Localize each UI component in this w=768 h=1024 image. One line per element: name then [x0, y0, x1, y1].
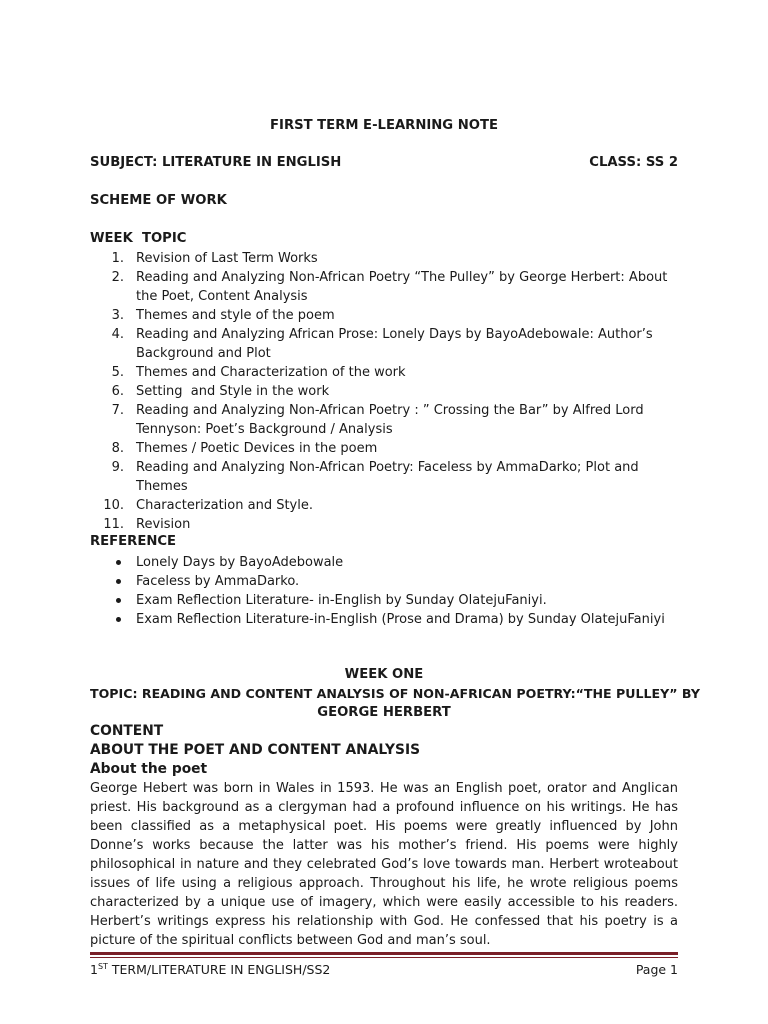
week-topic-heading: WEEK TOPIC	[90, 231, 187, 246]
list-item: 11. Revision	[103, 517, 191, 532]
list-item: 5. Themes and Characterization of the work	[111, 365, 406, 380]
list-item: 1. Revision of Last Term Works	[111, 251, 318, 266]
list-item: 2. Reading and Analyzing Non-African Poetry “The Pulley” by George Herbert: About the Poet, Content Analysis	[111, 270, 668, 304]
subject-label: SUBJECT: LITERATURE IN ENGLISH	[90, 155, 342, 170]
list-item: 8. Themes / Poetic Devices in the poem	[111, 441, 378, 456]
document-title: FIRST TERM E-LEARNING NOTE	[270, 118, 498, 133]
bullet-icon	[116, 579, 121, 584]
week-heading: WEEK ONE	[344, 667, 424, 682]
bullet-icon	[116, 560, 121, 565]
list-item: Exam Reflection Literature-in-English (Prose and Drama) by Sunday OlatejuFaniyi	[90, 610, 678, 629]
list-item: 10. Characterization and Style.	[103, 498, 313, 513]
page-number: Page 1	[635, 962, 678, 977]
bullet-icon	[116, 617, 121, 622]
footer-rule-thin	[90, 957, 678, 958]
list-item: Lonely Days by BayoAdebowale	[90, 553, 678, 572]
about-poet-heading: About the poet	[90, 761, 208, 777]
class-label: CLASS: SS 2	[589, 155, 678, 170]
reference-list	[90, 553, 678, 629]
list-item: 6. Setting and Style in the work	[111, 384, 330, 399]
week-topic-line-1: TOPIC: READING AND CONTENT ANALYSIS OF NON-AFRICAN POETRY:“THE PULLEY” BY	[90, 686, 700, 701]
about-poet-analysis-heading: ABOUT THE POET AND CONTENT ANALYSIS	[90, 742, 421, 758]
week-topic-line-2: GEORGE HERBERT	[317, 705, 451, 720]
topic-list	[90, 249, 678, 534]
footer-term: 1ST TERM/LITERATURE IN ENGLISH/SS2	[90, 961, 331, 977]
list-item: Faceless by AmmaDarko.	[90, 572, 678, 591]
list-item: 9. Reading and Analyzing Non-African Poetry: Faceless by AmmaDarko; Plot and Themes	[111, 460, 639, 494]
bullet-icon	[116, 598, 121, 603]
content-heading: CONTENT	[90, 723, 164, 739]
list-item: 3. Themes and style of the poem	[111, 308, 335, 323]
reference-heading: REFERENCE	[90, 534, 177, 549]
list-item: 4. Reading and Analyzing African Prose: Lonely Days by BayoAdebowale: Author’s Background and Plot	[111, 327, 653, 361]
footer-rule-thick	[90, 952, 678, 955]
list-item: 7. Reading and Analyzing Non-African Poetry : ” Crossing the Bar” by Alfred Lord Tennyson: Poet’s Background / Analysis	[111, 403, 644, 437]
list-item: Exam Reflection Literature- in-English by Sunday OlatejuFaniyi.	[90, 591, 678, 610]
biography-paragraph: George Hebert was born in Wales in 1593. He was an English poet, orator and Anglican priest. His background as a clergyman had a profound influence on his writings. He has been classified as a metaphysical poet. His poems were greatly influenced by John Donne’s works because the latter was his mother’s friend. His poems were highly philosophical in nature and they celebrated God’s love towards man. Herbert wroteabout issues of life using a religious approach. Throughout his life, he wrote religious poems characterized by a unique use of imagery, which were easily accessible to his readers. Herbert’s writings express his relationship with God. He confessed that his poetry is a picture of the spiritual conflicts between God and man’s soul.	[90, 781, 678, 948]
scheme-heading: SCHEME OF WORK	[90, 193, 227, 208]
